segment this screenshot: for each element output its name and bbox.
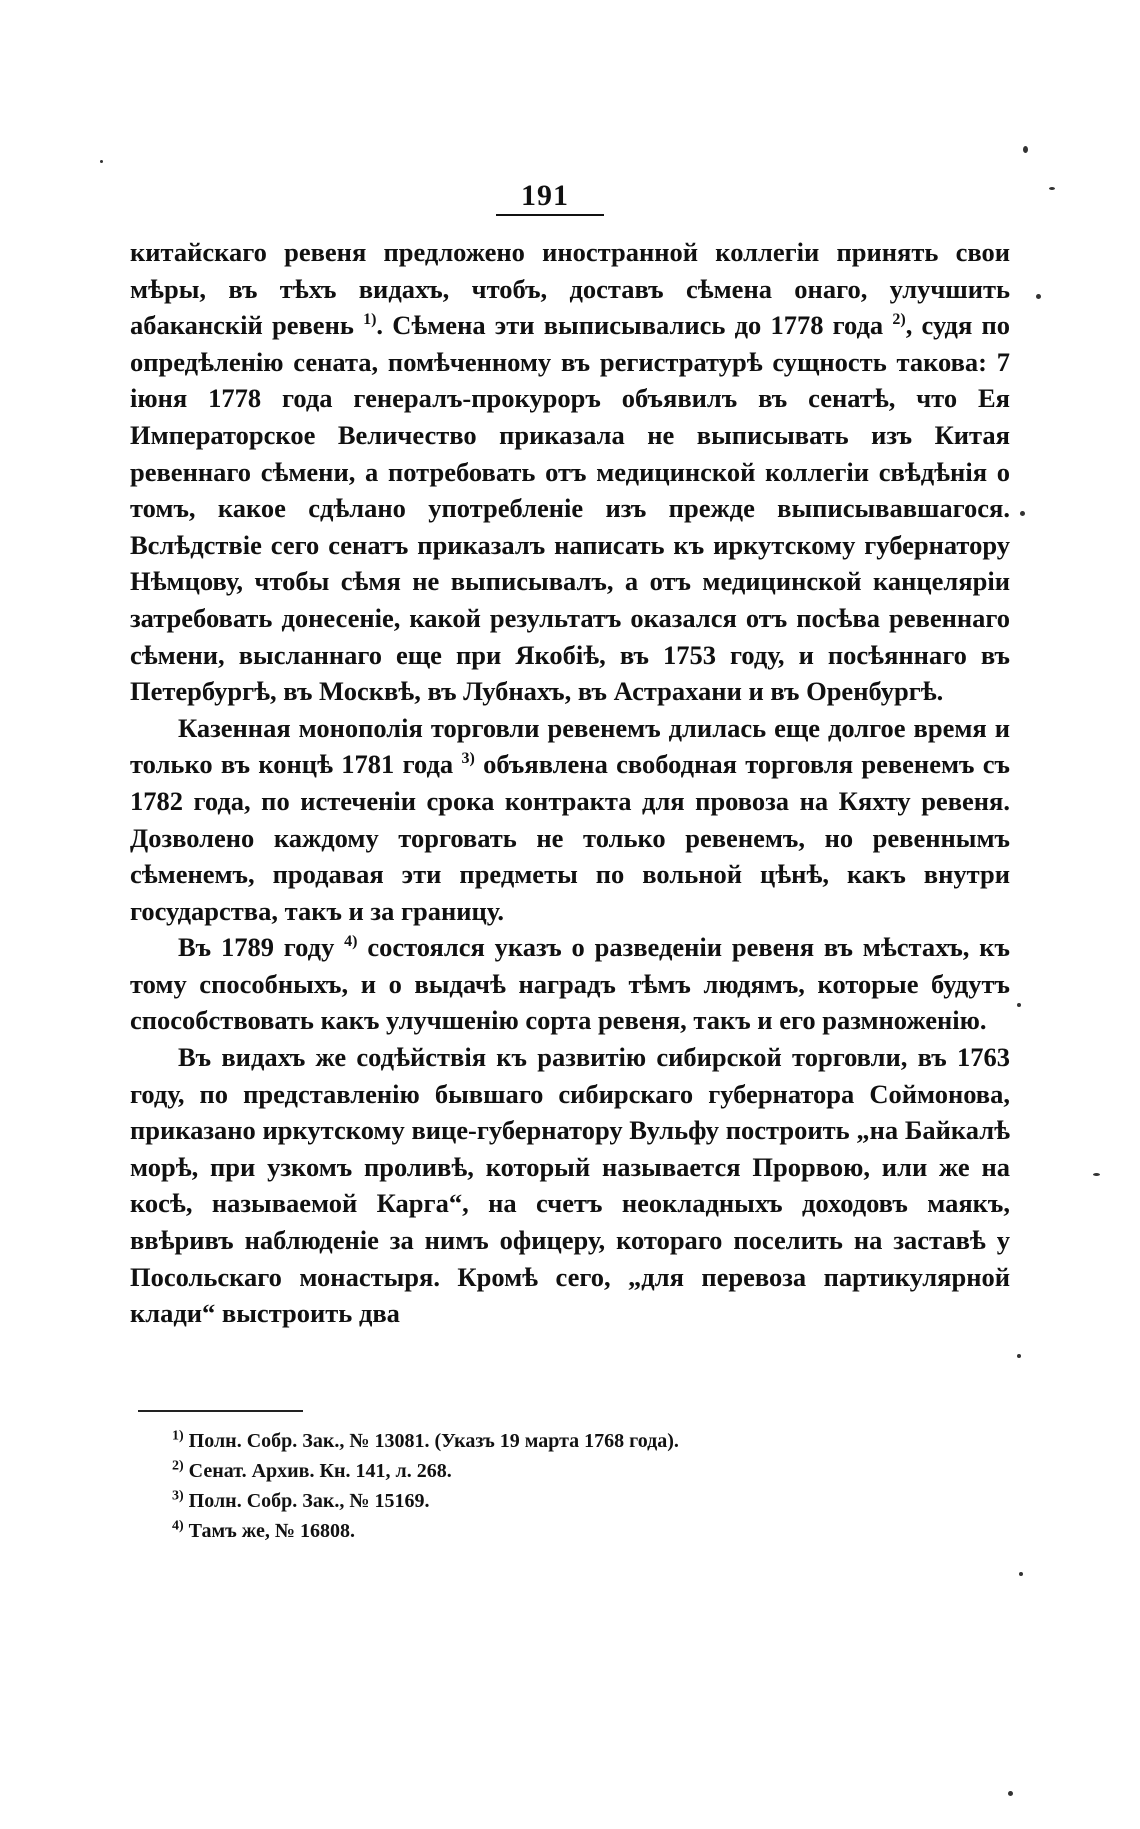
paragraph (130, 1039, 1010, 1332)
scan-speck (1023, 146, 1028, 153)
page-number-underline (496, 214, 604, 216)
footnote (172, 1516, 892, 1546)
scan-speck (1019, 1572, 1023, 1576)
footnote-separator (138, 1410, 303, 1412)
footnote-reference: 1) (363, 311, 377, 329)
footnote-text: Сенат. Архив. Кн. 141, л. 268. (183, 1460, 452, 1482)
body-text (130, 234, 1010, 1332)
footnote-reference: 4) (344, 933, 358, 951)
footnote-reference: 2) (892, 311, 906, 329)
paragraph-text: китайскаго ревеня предложено иностранной коллегіи принять свои мѣры, въ тѣхъ видахъ, чтобъ, доставъ сѣмена онаго, улучшить абаканскій ревень (130, 237, 1010, 341)
page-number: 191 (521, 179, 569, 212)
scan-speck (1093, 1173, 1100, 1176)
scan-speck (100, 160, 103, 163)
footnote-mark: 1) (172, 1428, 184, 1444)
paragraph (130, 929, 1010, 1039)
scan-speck (1008, 1791, 1013, 1796)
footnote (172, 1486, 892, 1516)
scan-speck (1049, 187, 1055, 190)
footnote-reference: 3) (461, 750, 475, 768)
footnote (172, 1456, 892, 1486)
footnote-text: Тамъ же, № 16808. (183, 1520, 356, 1542)
paragraph-text: . Сѣмена эти выписывались до 1778 года (376, 310, 893, 341)
paragraph-text: Казенная монополія торговли ревенемъ длилась еще долгое время и только въ концѣ 1781 года (130, 712, 1010, 780)
paragraph-text: Въ видахъ же содѣйствія къ развитію сибирской торговли, въ 1763 году, по представленію бывшаго сибирскаго губернатора Соймонова, приказано иркутскому вице-губернатору Вульфу построить „на Байкалѣ морѣ, при узкомъ проливѣ, который называется Прорвою, или же на косѣ, называемой Карга“, на счетъ неокладныхъ доходовъ маякъ, ввѣривъ наблюденіе за нимъ офицеру, котораго поселить на заставѣ у Посольскаго монастыря. Кромѣ сего, „для перевоза партикулярной клади“ выстроить два (130, 1042, 1010, 1329)
footnote-text: Полн. Собр. Зак., № 13081. (Указъ 19 марта 1768 года). (183, 1430, 679, 1452)
scan-speck (1017, 1354, 1021, 1358)
scan-speck (1036, 294, 1041, 299)
paragraph-text: состоялся указъ о разведеніи ревеня въ мѣстахъ, къ тому способныхъ, и о выдачѣ наградъ тѣмъ людямъ, которые будутъ способствовать какъ улучшенію сорта ревеня, такъ и его размноженію. (130, 932, 1010, 1036)
footnote (172, 1426, 892, 1456)
paragraph-text: , судя по опредѣленію сената, помѣченному въ регистратурѣ сущность такова: 7 іюня 1778 года генералъ-прокуроръ объявилъ въ сенатѣ, что Ея Императорское Величество приказала не выписывать изъ Китая ревеннаго сѣмени, а потребовать отъ медицинской коллегіи свѣдѣнія о томъ, какое сдѣлано употребленіе изъ прежде выписывавшагося. Вслѣдствіе сего сенатъ приказалъ написать къ иркутскому губернатору Нѣмцову, чтобы сѣмя не выписывалъ, а отъ медицинской канцеляріи затребовать донесеніе, какой результатъ оказался отъ посѣва ревеннаго сѣмени, высланнаго еще при Якобіѣ, въ 1753 году, и посѣяннаго въ Петербургѣ, въ Москвѣ, въ Лубнахъ, въ Астрахани и въ Оренбургѣ. (130, 310, 1010, 707)
footnote-text: Полн. Собр. Зак., № 15169. (183, 1490, 430, 1512)
footnotes (172, 1426, 892, 1546)
scan-speck (1020, 511, 1025, 516)
footnote-mark: 4) (172, 1518, 184, 1534)
scan-speck (1017, 1003, 1021, 1007)
paragraph-text: объявлена свободная торговля ревенемъ съ 1782 года, по истеченіи срока контракта для провоза на Кяхту ревеня. Дозволено каждому торговать не только ревенемъ, но ревеннымъ сѣменемъ, продавая эти предметы по вольной цѣнѣ, какъ внутри государства, такъ и за границу. (130, 749, 1010, 926)
paragraph (130, 710, 1010, 930)
footnote-mark: 3) (172, 1488, 184, 1504)
paragraph (130, 234, 1010, 710)
paragraph-text: Въ 1789 году (178, 932, 345, 963)
footnote-mark: 2) (172, 1458, 184, 1474)
